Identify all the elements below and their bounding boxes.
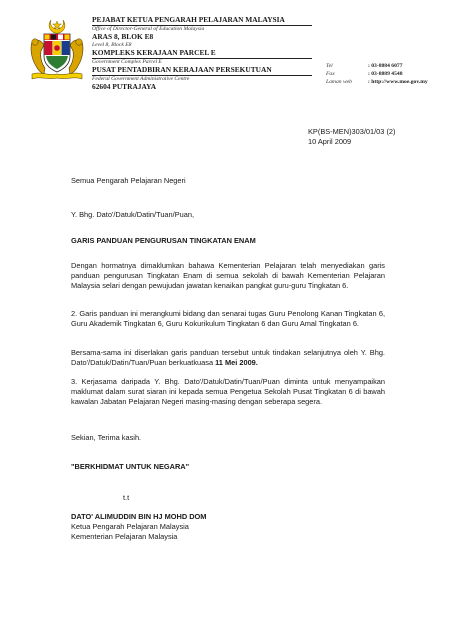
- reference-number: KP(BS-MEN)303/01/03 (2): [308, 127, 396, 136]
- letter-date: 10 April 2009: [308, 137, 352, 146]
- paragraph-1: Dengan hormatnya dimaklumkan bahawa Kementerian Pelajaran telah menyediakan garis panduan pengurusan Tingkatan Enam di semua sekolah di bawah Kementerian Pelajaran Malaysia selari dengan pewujudan jawatan kenaikan pangkat guru-guru Tingkatan 6.: [71, 261, 385, 291]
- motto: "BERKHIDMAT UNTUK NEGARA": [71, 462, 190, 471]
- subject-heading: GARIS PANDUAN PENGURUSAN TINGKATAN ENAM: [71, 236, 256, 245]
- letterhead-level: ARAS 8, BLOK E8: [92, 32, 154, 41]
- effective-date: 11 Mei 2009.: [215, 358, 258, 368]
- contact-details: [326, 62, 446, 87]
- signatory-block: [71, 512, 385, 543]
- paragraph-2: 2. Garis panduan ini merangkumi bidang dan senarai tugas Guru Penolong Kanan Tingkatan 6, Guru Akademik Tingkatan 6, Guru Kokurikulum Tingkatan 6 dan Guru Amal Tingkatan 6.: [71, 309, 385, 329]
- letterhead-complex-en: Government Complex Parcel E: [92, 58, 162, 65]
- paragraph-3-text: Bersama-sama ini diserlakan garis panduan tersebut untuk tindakan selanjutnya oleh Y. Bhg. Dato'/Datuk/Datin/Tuan/Puan berkuatkuasa: [71, 348, 385, 368]
- contact-label: Fax: [326, 71, 335, 78]
- contact-label: Tel: [326, 63, 333, 69]
- contact-value: : 03-8884 6077: [368, 63, 403, 69]
- letterhead-complex: KOMPLEKS KERAJAAN PARCEL E: [92, 48, 216, 57]
- paragraph-4: 3. Kerjasama daripada Y. Bhg. Dato'/Datuk/Datin/Tuan/Puan diminta untuk menyampaikan maklumat dalam surat siaran ini kepada semua Pengetua Sekolah Pusat Tingkatan 6 di bawah kawalan Jabatan Pelajaran Negeri masing-masing dengan seberapa segera.: [71, 377, 385, 407]
- contact-value: : 03-8889 4548: [368, 71, 403, 78]
- letterhead-level-en: Level 8, Block E8: [92, 41, 132, 48]
- contact-row-fax: [326, 70, 446, 78]
- letterhead: [92, 16, 312, 92]
- letterhead-centre: PUSAT PENTADBIRAN KERAJAAN PERSEKUTUAN: [92, 65, 272, 74]
- contact-label: Laman web: [326, 79, 352, 86]
- signatory-name: DATO' ALIMUDDIN BIN HJ MOHD DOM: [71, 512, 207, 521]
- letterhead-postcode: 62604 PUTRAJAYA: [92, 82, 157, 91]
- letterhead-office-name-en: Office of Director-General of Education Malaysia: [92, 25, 205, 32]
- signature-mark: t.t: [123, 493, 130, 502]
- contact-row-web: [326, 78, 446, 86]
- letterhead-office-name: PEJABAT KETUA PENGARAH PELAJARAN MALAYSIA: [92, 15, 285, 24]
- closing: Sekian, Terima kasih.: [71, 433, 142, 442]
- contact-row-tel: [326, 62, 446, 70]
- coat-of-arms-logo: [28, 18, 86, 80]
- signatory-org: Kementerian Pelajaran Malaysia: [71, 532, 178, 542]
- recipient: Semua Pengarah Pelajaran Negeri: [71, 176, 186, 185]
- salutation: Y. Bhg. Dato'/Datuk/Datin/Tuan/Puan,: [71, 210, 195, 219]
- reference-block: [308, 127, 396, 147]
- signatory-title: Ketua Pengarah Pelajaran Malaysia: [71, 522, 189, 532]
- paragraph-3: [71, 348, 385, 368]
- letterhead-centre-en: Federal Government Administrative Centre: [92, 75, 190, 82]
- contact-value: : http://www.moe.gov.my: [368, 79, 428, 86]
